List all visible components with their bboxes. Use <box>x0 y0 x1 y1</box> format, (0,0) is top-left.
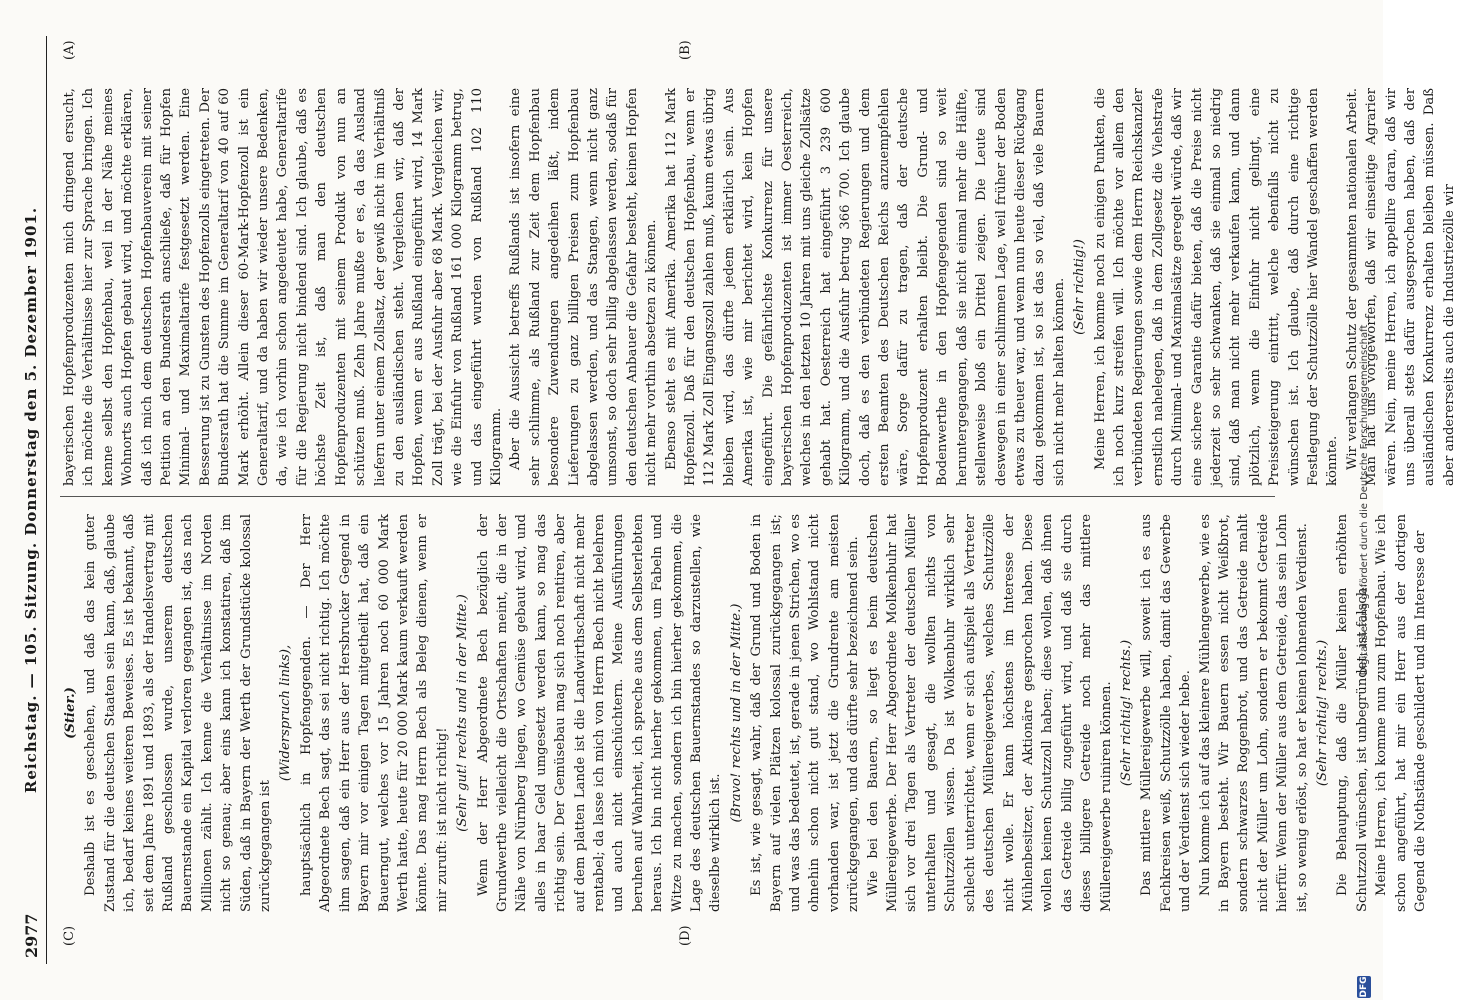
interjection: (Sehr gut! rechts und in der Mitte.) <box>455 594 471 832</box>
interjection: (Sehr richtig! rechts.) <box>1118 639 1134 787</box>
paragraph: Meine Herren, ich komme nun zum Hopfenbau. Wie ich schon angeführt, hat mir ein Herr aus der dortigen Gegend die Nothstände geschildert und im Interesse der <box>1374 514 1429 912</box>
column-divider <box>60 496 1275 497</box>
margin-marker-d: (D) <box>678 925 693 946</box>
paragraph: Nun komme ich auf das kleinere Mühlengewerbe, wie es in Bayern besteht. Wir Bauern essen nicht Weißbrot, sondern schwarzes Roggenbrot, und das Getreide mahlt nicht der Müller um Lohn, sondern er bekommt Getreide hierfür. Wenn der Müller aus dem Getreide, das sein Lohn ist, so wenig erlöst, so hat er keinen lohnenden Verdienst. <box>1197 514 1310 912</box>
dfg-logo: DFG <box>1359 976 1369 998</box>
paragraph: Die Behauptung, daß die Müller keinen erhöhten Schutzzoll wünschen, ist unbegründet, ist falsch. <box>1335 514 1370 912</box>
digitization-note: Digitalisierung gefördert durch die Deutsche Forschungsgemeinschaft <box>1359 324 1370 676</box>
left-text-column <box>60 514 1429 912</box>
page-number: 2977 <box>22 913 41 958</box>
margin-marker-a: (A) <box>62 40 77 60</box>
paragraph: Ebenso steht es mit Amerika. Amerika hat 112 Mark Hopfenzoll. Daß für den deutschen Hopfenbau, wenn er 112 Mark Zoll Eingangszoll zahlen muß, kaum etwas übrig bleiben wird, das dürfte jedem erklärlich sein. Aus Amerika ist, wie mir berichtet wird, kein Hopfen eingeführt. Die gefährlichste Konkurrenz für unsere bayerischen Hopfenproduzenten ist immer Oesterreich, welches in den letzten 10 Jahren mit uns gleiche Zollsätze gehabt hat. Oesterreich hat eingeführt 3 239 600 Kilogramm, und die Ausfuhr betrug 366 700. Ich glaube doch, daß es den verbündeten Regierungen und dem ersten Beamten des Deutschen Reichs anzuempfehlen wäre, Sorge dafür zu tragen, daß der deutsche Hopfenproduzent erhalten bleibt. Die Grund- und Bodenwerthe in den Hopfengegenden sind so weit heruntergegangen, daß sie nicht einmal mehr die Hälfte, stellenweise bloß ein Drittel zeigen. Die Leute sind deswegen in einer schlimmen Lage, weil früher der Boden etwas zu theuer war, und wenn nun heute dieser Rückgang dazu gekommen ist, so ist das so viel, daß viele Bauern sich nicht mehr halten können. <box>663 88 1067 486</box>
speaker-name: (Stier.) <box>63 687 78 739</box>
paragraph: bayerischen Hopfenproduzenten mich dringend ersucht, ich möchte die Verhältnisse hier zur Sprache bringen. Ich kenne selbst den Hopfenbau, weil in der Nähe meines Wohnorts auch Hopfen gebaut wird, und möchte erklären, daß ich mich dem deutschen Hopfenbauverein mit seiner Petition an den Bundesrath anschließe, daß für Hopfen Minimal- und Maximaltarife festgesetzt werden. Eine Besserung ist zu Gunsten des Hopfenzolls eingetreten. Der Bundesrath hat die Summe im Generaltarif von 40 auf 60 Mark erhöht. Allein dieser 60-Mark-Hopfenzoll ist ein Generaltarif, und da haben wir wieder unsere Bedenken, da, wie ich vorhin schon angedeutet habe, Generaltarife für die Regierung nicht bindend sind. Ich glaube, daß es höchste Zeit ist, daß man den deutschen Hopfenproduzenten mit seinem Produkt von nun an schützen muß. Zehn Jahre mußte er es, da das Ausland liefern unter einem Zollsatz, der gewiß nicht im Verhältniß zu den ausländischen steht. Vergleichen wir, daß der Hopfen, wenn er aus Rußland eingeführt wird, 14 Mark Zoll trägt, bei der Ausfuhr aber 68 Mark. Vergleichen wir, wie die Einfuhr von Rußland 161 000 Kilogramm betrug, und das eingeführt wurden von Rußland 102 110 Kilogramm. <box>62 88 504 486</box>
paragraph: hauptsächlich in Hopfengegenden. — Der Herr Abgeordnete Bech sagt, das sei nicht richtig. Ich möchte ihm sagen, daß ein Herr aus der Hersbrucker Gegend in Bayern mir vor einigen Tagen mitgetheilt hat, daß ein Bauerngut, welches vor 15 Jahren noch 60 000 Mark Werth hatte, heute für 20 000 Mark kaum verkauft werden könnte. Das mag Herrn Bech als Beleg dienen, wenn er mir zuruft: ist nicht richtig! <box>298 514 450 912</box>
right-text-column <box>60 88 1457 486</box>
page-footer <box>1355 0 1377 1000</box>
paragraph: Deshalb ist es geschehen, und daß das kein guter Zustand für die deutschen Staaten sein kann, daß, glaube ich, bedarf keines weiteren Beweises. Es ist bekannt, daß seit dem Jahre 1891 und 1893, als der Handelsvertrag mit Rußland geschlossen wurde, unserem deutschen Bauernstande ein Kapital verloren gegangen ist, das nach Millionen zählt. Ich kenne die Verhältnisse im Norden nicht so genau; aber eins kann ich konstatiren, daß im Süden, daß in Bayern der Werth der Grundstücke kolossal zurückgegangen ist <box>83 514 274 912</box>
interjection: (Sehr richtig! rechts.) <box>1315 639 1330 787</box>
paragraph: Wie bei den Bauern, so liegt es beim deutschen Müllereigewerbe. Der Herr Abgeordnete Molkenbuhr hat sich vor drei Tagen als Vertreter der deutschen Müller unterhalten und gesagt, die wollten nichts von Schutzzöllen wissen. Da ist Wolkenbuhr wirklich sehr schlecht unterrichtet, wenn er sich aufspielt als Vertreter des deutschen Müllereigewerbes, welches Schutzzölle nicht wolle. Er kann höchstens im Interesse der Mühlenbesitzer, der Aktionäre gesprochen haben. Diese wollen keinen Schutzzoll haben; diese wollen, daß ihnen das Getreide billig zugeführt wird, und daß sie durch dieses billigere Getreide noch mehr das mittlere Müllereigewerbe ruiniren können. <box>865 514 1114 912</box>
interjection: (Widerspruch links), <box>278 644 294 782</box>
running-head: Reichstag. — 105. Sitzung. Donnerstag den 5. Dezember 1901. <box>22 206 40 794</box>
margin-marker-b: (B) <box>678 40 693 60</box>
paragraph: Es ist, wie gesagt, wahr, daß der Grund und Boden in Bayern auf vielen Plätzen kolossal zurückgegangen ist; und was das bedeutet, ist, gerade in jenen Strichen, wo es ohnehin schon nicht gut stand, wo Wohlstand nicht vorhanden war, ist jetzt die Grundrente am meisten zurückgegangen, und das dürfte sehr bezeichnend sein. <box>749 514 862 912</box>
paragraph: Wenn der Herr Abgeordnete Bech bezüglich der Grundwerthe vielleicht die Ortschaften meint, die in der Nähe von Nürnberg liegen, wo Gemüse gebaut wird, und alles in baar Geld umgesetzt werden kann, so mag das richtig sein. Der Gemüsebau mag sich noch rentiren, aber auf dem platten Lande ist die Landwirthschaft nicht mehr rentabel; da lasse ich mich von Herrn Bech nicht belehren und auch nicht einschüchtern. Meine Ausführungen beruhen auf Wahrheit, ich spreche aus dem Selbsterlebten heraus. Ich bin nicht hierher gekommen, um Fabeln und Witze zu machen, sondern ich bin hierher gekommen, die Lage des deutschen Bauernstandes so darzustellen, wie dieselbe wirklich ist. <box>475 514 724 912</box>
paragraph: Meine Herren, ich komme noch zu einigen Punkten, die ich noch kurz streifen will. Ich möchte vor allem den verbündeten Regierungen sowie dem Herrn Reichskanzler ernstlich nahelegen, daß in dem Zollgesetz die Viehstrafe durch Minimal- und Maximalsätze geregelt würde, daß wir eine sichere Garantie dafür bieten, daß die Preise nicht jederzeit so sehr schwanken, daß sie einmal so niedrig sind, daß man nicht mehr verkaufen kann, und dann plötzlich, wenn die Einfuhr nicht gelingt, eine Preissteigerung eintritt, welche ebenfalls nicht zu wünschen ist. Ich glaube, daß durch eine richtige Festlegung der Schutzzölle hier Wandel geschaffen werden könnte. <box>1092 88 1341 486</box>
paragraph: Das mittlere Müllereigewerbe will, soweit ich es aus Fachkreisen weiß, Schutzzölle haben, damit das Gewerbe und der Verdienst sich wieder hebe. <box>1139 514 1194 912</box>
paragraph: Aber die Aussicht betreffs Rußlands ist insofern eine sehr schlimme, als Rußland zur Zeit dem Hopfenbau besondere Zuwendungen angedeihen läßt, indem Lieferungen zu ganz billigen Preisen zum Hopfenbau abgelassen werden, und das Stangen, wenn nicht ganz umsonst, so doch sehr billig abgelassen werden, sodaß für den deutschen Anbauer die Gefahr besteht, keinen Hopfen nicht mehr vorthin absetzen zu können. <box>508 88 660 486</box>
page-header <box>20 36 47 964</box>
margin-marker-c: (C) <box>62 925 77 946</box>
interjection: (Bravo! rechts und in der Mitte.) <box>728 603 744 823</box>
paragraph: Wir verlangen Schutz der gesammten nationalen Arbeit. Man hat uns vorgeworfen, daß wir einseitige Agrarier wären. Nein, meine Herren, ich appellire daran, daß wir uns überall stets dafür ausgesprochen haben, daß der ausländischen Konkurrenz erhalten bleiben müssen. Daß aber andererseits auch die Industriezölle wir <box>1344 88 1457 486</box>
interjection: (Sehr richtig!) <box>1072 239 1088 335</box>
